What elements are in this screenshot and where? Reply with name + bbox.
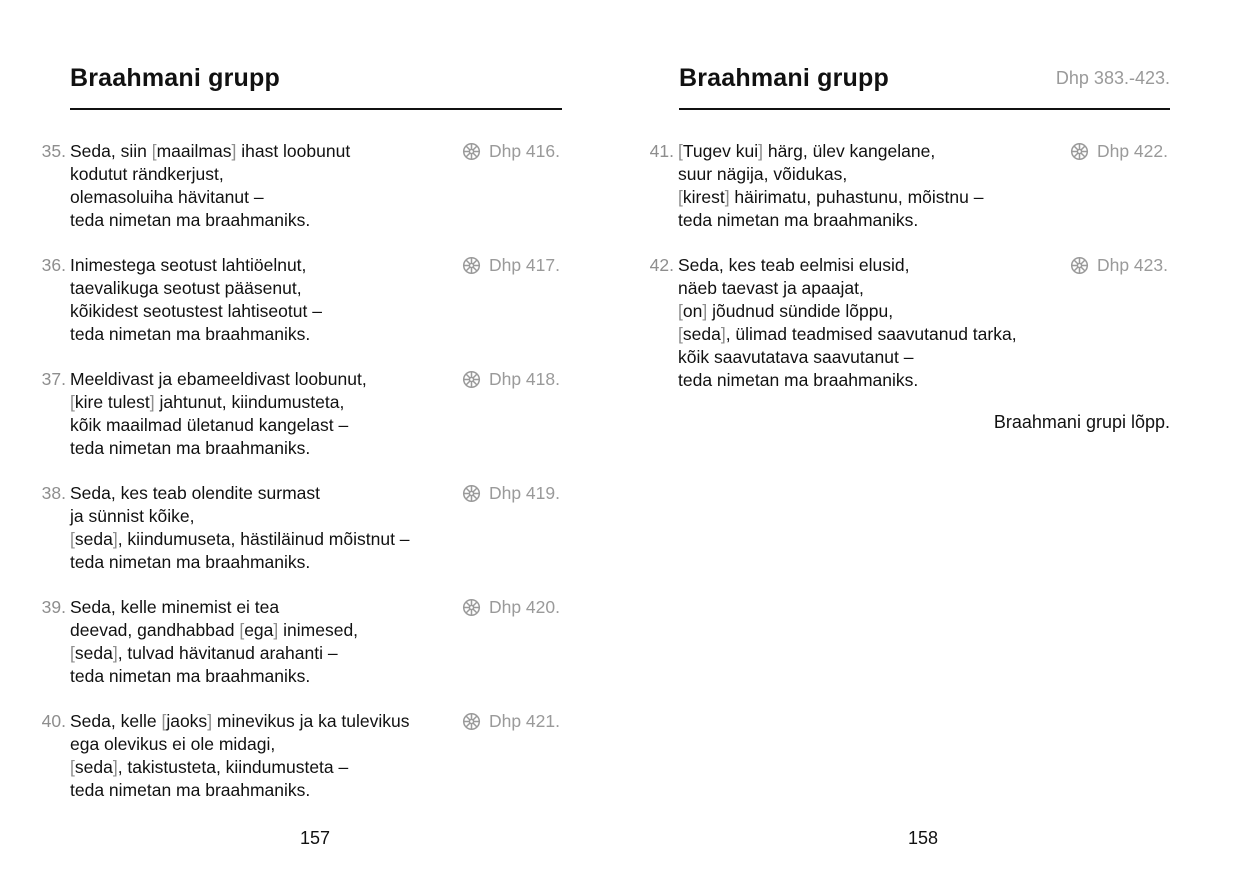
editorial-bracket: [ <box>239 620 245 640</box>
verse-text-segment: kõik saavutatava saavutanut – <box>678 347 914 367</box>
editorial-bracket: ] <box>724 187 730 207</box>
verse-line <box>70 733 460 756</box>
verse-text-segment: kodutut rändkerjust, <box>70 164 224 184</box>
left-page <box>0 0 620 875</box>
verse-line <box>70 277 460 300</box>
verse-line <box>70 642 460 665</box>
verse-text-segment: Seda, kes teab eelmisi elusid, <box>678 255 910 275</box>
verse-number: 39. <box>41 597 66 617</box>
dhamma-wheel-icon <box>1070 256 1089 275</box>
right-page <box>620 0 1241 875</box>
verse-text <box>70 254 460 346</box>
verse-line <box>678 140 1068 163</box>
dhamma-wheel-icon <box>462 712 481 731</box>
left-page-title: Braahmani grupp <box>70 64 280 92</box>
right-page-title: Braahmani grupp <box>679 64 889 92</box>
verse-text-segment: , tulvad hävitanud arahanti – <box>117 643 338 663</box>
verse-reference-label: Dhp 420. <box>488 597 560 617</box>
verse-line <box>70 551 460 574</box>
verse-number: 38. <box>41 483 66 503</box>
verse-text-segment: teda nimetan ma braahmaniks. <box>70 552 311 572</box>
verse-text-segment: härg, ülev kangelane, <box>762 141 936 161</box>
verse-text <box>70 482 460 574</box>
editorial-bracket: ] <box>112 529 118 549</box>
editorial-bracket: ] <box>720 324 726 344</box>
verse-reference-label: Dhp 421. <box>488 711 560 731</box>
editorial-bracket: [ <box>151 141 157 161</box>
verse-text-segment: teda nimetan ma braahmaniks. <box>70 780 311 800</box>
verse-text <box>70 710 460 802</box>
verse-text-segment: teda nimetan ma braahmaniks. <box>70 210 311 230</box>
editorial-bracket: [ <box>678 324 683 344</box>
verse-text-segment: deevad, gandhabbad <box>70 620 240 640</box>
verse-text-segment: Seda, kelle <box>70 711 162 731</box>
verse-line <box>70 528 460 551</box>
editorial-bracket: [ <box>161 711 167 731</box>
verse-text <box>70 368 460 460</box>
verse-text-segment: jõudnud sündide lõppu, <box>707 301 894 321</box>
verse-line <box>678 369 1068 392</box>
verse-reference-label: Dhp 423. <box>1096 255 1168 275</box>
verse-text-segment: , ülimad teadmised saavutanud tarka, <box>725 324 1017 344</box>
right-page-number: 158 <box>908 828 939 848</box>
verse-text-segment: seda <box>74 643 113 663</box>
verse-reference <box>1070 140 1168 163</box>
right-page-header <box>679 62 1170 110</box>
left-page-number: 157 <box>300 828 331 848</box>
dhamma-wheel-icon <box>462 256 481 275</box>
verse-line <box>70 163 460 186</box>
editorial-bracket: [ <box>678 301 683 321</box>
verse-text-segment: suur nägija, võidukas, <box>678 164 848 184</box>
verse-line <box>678 254 1068 277</box>
verse-text-segment: olemasoluiha hävitanut – <box>70 187 264 207</box>
left-page-header <box>70 62 562 110</box>
editorial-bracket: ] <box>149 392 155 412</box>
verse-line <box>678 186 1068 209</box>
dhamma-wheel-icon <box>462 484 481 503</box>
verse-text-segment: teda nimetan ma braahmaniks. <box>678 370 919 390</box>
verse-text-segment: teda nimetan ma braahmaniks. <box>678 210 919 230</box>
verse-line <box>70 756 460 779</box>
verse-text-segment: jaoks <box>166 711 208 731</box>
verse-text-segment: Seda, kelle minemist ei tea <box>70 597 280 617</box>
dhamma-wheel-icon <box>462 598 481 617</box>
verse-number: 37. <box>41 369 66 389</box>
verse-text-segment: inimesed, <box>278 620 359 640</box>
verse-text-segment: Meeldivast ja ebameeldivast loobunut, <box>70 369 367 389</box>
editorial-bracket: ] <box>758 141 763 161</box>
dhamma-wheel-icon <box>1070 142 1089 161</box>
verse-line <box>70 414 460 437</box>
verse-text-segment: kirest <box>682 187 725 207</box>
verse-text <box>70 140 460 232</box>
verse-line <box>70 140 460 163</box>
verse-line <box>70 323 460 346</box>
verse-text-segment: seda <box>74 757 113 777</box>
verse-number: 42. <box>649 255 674 275</box>
verse-line <box>70 300 460 323</box>
verse-text <box>678 140 1068 232</box>
verse-text-segment: ihast loobunut <box>236 141 351 161</box>
verse-text-segment: Seda, kes teab olendite surmast <box>70 483 321 503</box>
verse-line <box>70 437 460 460</box>
verse-line <box>70 254 460 277</box>
verse-line <box>70 209 460 232</box>
verse-number: 36. <box>41 255 66 275</box>
verse-number: 40. <box>41 711 66 731</box>
verse-reference <box>462 368 560 391</box>
editorial-bracket: [ <box>678 187 683 207</box>
editorial-bracket: [ <box>70 529 75 549</box>
verse-line <box>70 596 460 619</box>
verse-text-segment: , kiindumuseta, hästiläinud mõistnut – <box>117 529 410 549</box>
verse-reference <box>462 254 560 277</box>
verse-reference-label: Dhp 416. <box>488 141 560 161</box>
verse-line <box>70 665 460 688</box>
editorial-bracket: [ <box>70 757 75 777</box>
verse-line <box>70 482 460 505</box>
verse-text-segment: häirimatu, puhastunu, mõistnu – <box>729 187 984 207</box>
verse-line <box>70 186 460 209</box>
verse-text <box>70 596 460 688</box>
verse-text-segment: ega olevikus ei ole midagi, <box>70 734 276 754</box>
editorial-bracket: [ <box>70 392 75 412</box>
verse-line <box>70 368 460 391</box>
editorial-bracket: ] <box>112 757 118 777</box>
verse-text-segment: on <box>682 301 703 321</box>
verse-reference-label: Dhp 419. <box>488 483 560 503</box>
dhamma-wheel-icon <box>462 142 481 161</box>
verse-line <box>678 323 1068 346</box>
verse-line <box>70 505 460 528</box>
verse-line <box>70 779 460 802</box>
verse-line <box>70 710 460 733</box>
verse-text-segment: kõikidest seotustest lahtiseotut – <box>70 301 322 321</box>
chapter-end-note: Braahmani grupi lõpp. <box>993 412 1170 432</box>
verse-text-segment: taevalikuga seotust pääsenut, <box>70 278 302 298</box>
verse-reference-label: Dhp 422. <box>1096 141 1168 161</box>
editorial-bracket: [ <box>678 141 683 161</box>
editorial-bracket: ] <box>273 620 279 640</box>
verse-reference-label: Dhp 417. <box>488 255 560 275</box>
verse-reference <box>462 710 560 733</box>
verse-text-segment: minevikus ja ka tulevikus <box>212 711 410 731</box>
verse-line <box>70 391 460 414</box>
verse-line <box>678 209 1068 232</box>
verse-text-segment: teda nimetan ma braahmaniks. <box>70 438 311 458</box>
verse-text-segment: teda nimetan ma braahmaniks. <box>70 666 311 686</box>
verse-text-segment: maailmas <box>156 141 232 161</box>
verse-line <box>678 277 1068 300</box>
verse-text-segment: , takistusteta, kiindumusteta – <box>117 757 349 777</box>
verse-text-segment: Inimestega seotust lahtiöelnut, <box>70 255 307 275</box>
editorial-bracket: ] <box>231 141 237 161</box>
verse-text-segment: seda <box>682 324 721 344</box>
verse-line <box>70 619 460 642</box>
verse-text-segment: seda <box>74 529 113 549</box>
editorial-bracket: ] <box>112 643 118 663</box>
verse-text-segment: Tugev kui <box>682 141 759 161</box>
editorial-bracket: ] <box>702 301 708 321</box>
verse-text-segment: ja sünnist kõike, <box>70 506 195 526</box>
editorial-bracket: ] <box>207 711 213 731</box>
verse-text-segment: kire tulest <box>74 392 150 412</box>
verse-reference <box>462 140 560 163</box>
verse-number: 35. <box>41 141 66 161</box>
verse-line <box>678 346 1068 369</box>
dhamma-wheel-icon <box>462 370 481 389</box>
verse-text <box>678 254 1068 392</box>
verse-line <box>678 163 1068 186</box>
verse-line <box>678 300 1068 323</box>
verse-text-segment: teda nimetan ma braahmaniks. <box>70 324 311 344</box>
verse-reference-label: Dhp 418. <box>488 369 560 389</box>
verse-text-segment: ega <box>244 620 274 640</box>
verse-text-segment: kõik maailmad ületanud kangelast – <box>70 415 349 435</box>
verse-text-segment: Seda, siin <box>70 141 152 161</box>
chapter-range: Dhp 383.-423. <box>1055 68 1170 88</box>
editorial-bracket: [ <box>70 643 75 663</box>
verse-reference <box>462 596 560 619</box>
verse-number: 41. <box>649 141 674 161</box>
verse-reference <box>1070 254 1168 277</box>
verse-reference <box>462 482 560 505</box>
verse-text-segment: jahtunut, kiindumusteta, <box>154 392 345 412</box>
verse-text-segment: näeb taevast ja apaajat, <box>678 278 864 298</box>
